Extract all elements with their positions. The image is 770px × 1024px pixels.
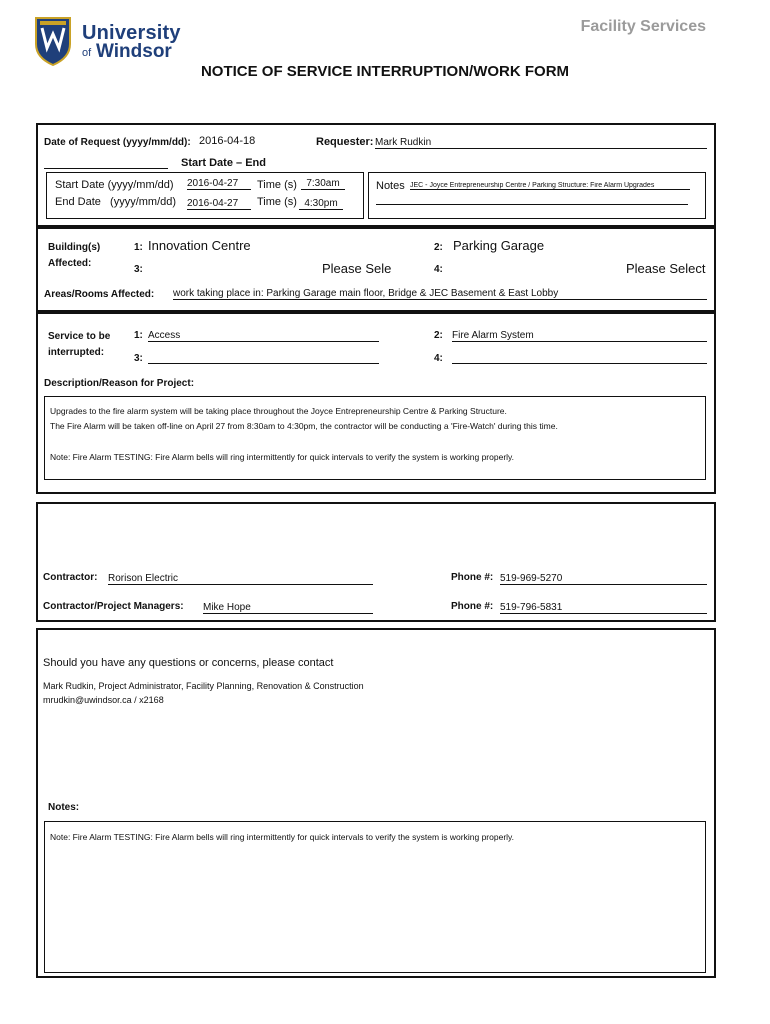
notes-section-label: Notes: (48, 802, 80, 813)
start-end-label: Start Date – End (181, 157, 266, 169)
description-line-3: Note: Fire Alarm TESTING: Fire Alarm bells will ring intermittently for quick intervals to verify the system is working properly. (50, 452, 515, 462)
date-of-request-value[interactable]: 2016-04-18 (199, 135, 256, 147)
service-1-value[interactable]: Access (148, 330, 379, 342)
service-2-value[interactable]: Fire Alarm System (452, 330, 707, 342)
notes-value[interactable]: JEC - Joyce Entrepreneurship Centre / Parking Structure: Fire Alarm Upgrades (410, 182, 690, 190)
building-3-number: 3: (134, 264, 143, 275)
areas-rooms-label: Areas/Rooms Affected: (44, 289, 155, 300)
service-3-number: 3: (134, 353, 143, 364)
service-4-number: 4: (434, 353, 443, 364)
phone-label: Phone #: (451, 572, 494, 583)
logo-of-text: of (82, 47, 92, 59)
start-date-value[interactable]: 2016-04-27 (187, 178, 251, 190)
facility-services-heading: Facility Services (580, 18, 706, 35)
contact-name: Mark Rudkin, Project Administrator, Facility Planning, Renovation & Construction (43, 681, 364, 691)
building-4-number: 4: (434, 264, 443, 275)
end-time-value[interactable]: 4:30pm (299, 198, 343, 210)
building-3-select[interactable]: Please Sele (322, 261, 392, 276)
notes-label: Notes (376, 180, 405, 192)
project-managers-value[interactable]: Mike Hope (203, 602, 373, 614)
requester-value[interactable]: Mark Rudkin (375, 137, 707, 149)
notes-box (368, 172, 706, 219)
end-date-value[interactable]: 2016-04-27 (187, 198, 251, 210)
contractor-value[interactable]: Rorison Electric (108, 573, 373, 585)
university-shield-icon (34, 16, 72, 66)
areas-rooms-value[interactable]: work taking place in: Parking Garage main floor, Bridge & JEC Basement & East Lobby (173, 288, 707, 300)
buildings-label-1: Building(s) (48, 242, 101, 253)
phone-value[interactable]: 519-969-5270 (500, 573, 707, 585)
start-time-label: Time (s) (257, 179, 297, 191)
service-3-value[interactable] (148, 363, 379, 364)
building-2-number: 2: (434, 242, 443, 253)
page-title: NOTICE OF SERVICE INTERRUPTION/WORK FORM (200, 63, 570, 80)
logo-windsor-text: Windsor (96, 41, 172, 62)
notes-section-value: Note: Fire Alarm TESTING: Fire Alarm bells will ring intermittently for quick intervals to verify the system is working properly. (50, 832, 515, 842)
end-date-label: End Date (yyyy/mm/dd) (55, 196, 177, 208)
description-line-2: The Fire Alarm will be taken off-line on April 27 from 8:30am to 4:30pm, the contractor will be conducting a 'Fire-Watch' during this time. (50, 421, 558, 431)
contact-email: mrudkin@uwindsor.ca / x2168 (43, 695, 164, 705)
service-label-2: interrupted: (48, 347, 105, 358)
building-1-number: 1: (134, 242, 143, 253)
building-2-select[interactable]: Parking Garage (453, 238, 545, 253)
service-2-number: 2: (434, 330, 443, 341)
start-time-value[interactable]: 7:30am (301, 178, 345, 190)
description-label: Description/Reason for Project: (44, 378, 195, 389)
project-managers-label: Contractor/Project Managers: (43, 601, 184, 612)
buildings-label-2: Affected: (48, 258, 92, 269)
phone-2-value[interactable]: 519-796-5831 (500, 602, 707, 614)
contact-intro: Should you have any questions or concerns, please contact (43, 657, 334, 669)
service-1-number: 1: (134, 330, 143, 341)
service-4-value[interactable] (452, 363, 707, 364)
notes-line-2 (376, 204, 688, 205)
start-date-label: Start Date (yyyy/mm/dd) (55, 179, 174, 191)
service-label-1: Service to be (48, 331, 111, 342)
end-time-label: Time (s) (257, 196, 297, 208)
contractor-label: Contractor: (43, 572, 98, 583)
logo-university-text: University (82, 22, 181, 44)
phone-2-label: Phone #: (451, 601, 494, 612)
notes-section-box[interactable] (44, 821, 706, 973)
start-end-underline (44, 168, 168, 169)
requester-label: Requester: (316, 136, 374, 148)
building-4-select[interactable]: Please Select (626, 261, 706, 276)
description-line-1: Upgrades to the fire alarm system will be taking place throughout the Joyce Entrepreneurship Centre & Parking Structure. (50, 406, 507, 416)
date-of-request-label: Date of Request (yyyy/mm/dd): (44, 137, 191, 148)
building-1-select[interactable]: Innovation Centre (148, 238, 251, 253)
